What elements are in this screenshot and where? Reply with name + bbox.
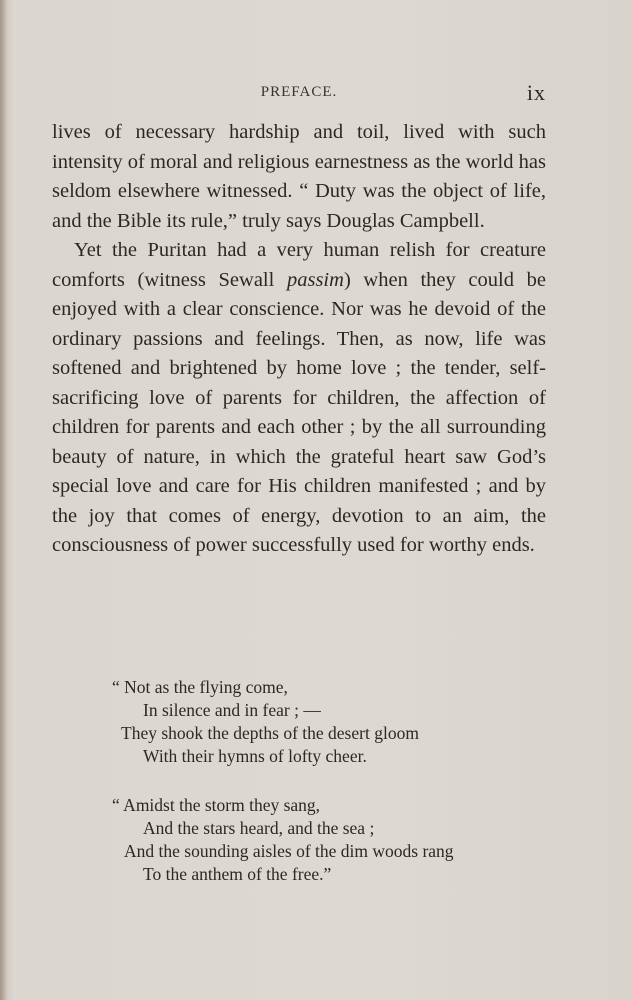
paragraph-2-part-1: Yet the Puritan had a very human relish for creature comforts (witness Sewall	[52, 239, 546, 291]
poem-line: With their hymns of lofty cheer.	[143, 746, 367, 766]
paragraph-1: lives of necessary hardship and toil, lived with such intensity of moral and religious earnestness as the world has seldom elsewhere witnessed. “ Duty was the object of life, and the Bible its rule,” truly says Douglas Campbell.	[52, 121, 546, 232]
poem-line: They shook the depths of the desert gloom	[121, 723, 419, 743]
poem-line: In silence and in fear ; —	[143, 700, 321, 720]
running-head: PREFACE.	[260, 84, 338, 100]
poem-line: “ Amidst the storm they sang,	[112, 795, 321, 815]
poem-line: And the stars heard, and the sea ;	[143, 818, 375, 838]
italic-passim: passim	[286, 268, 344, 291]
paragraph-2	[52, 236, 546, 561]
page-number: ix	[526, 80, 546, 105]
poem-line: To the anthem of the free.”	[143, 864, 332, 884]
page-gutter-shadow	[0, 0, 8, 1000]
paragraph-2-part-2: ) when they could be enjoyed with a clear conscience. Nor was he devoid of the ordinary passions and feelings. Then, as now, life was softened and brightened by home love ; the tender, self-sacrificing love of parents for children, the affection of children for parents and each other ; by the all surrounding beauty of nature, in which the grateful heart saw God’s special love and care for His children manifested ; and by the joy that comes of energy, devotion to an aim, the consciousness of power successfully used for worthy ends.	[52, 268, 546, 556]
poem-line: “ Not as the flying come,	[112, 677, 288, 697]
body-text	[52, 118, 546, 561]
poem-line: And the sounding aisles of the dim woods rang	[124, 841, 454, 861]
page-header	[52, 80, 546, 108]
